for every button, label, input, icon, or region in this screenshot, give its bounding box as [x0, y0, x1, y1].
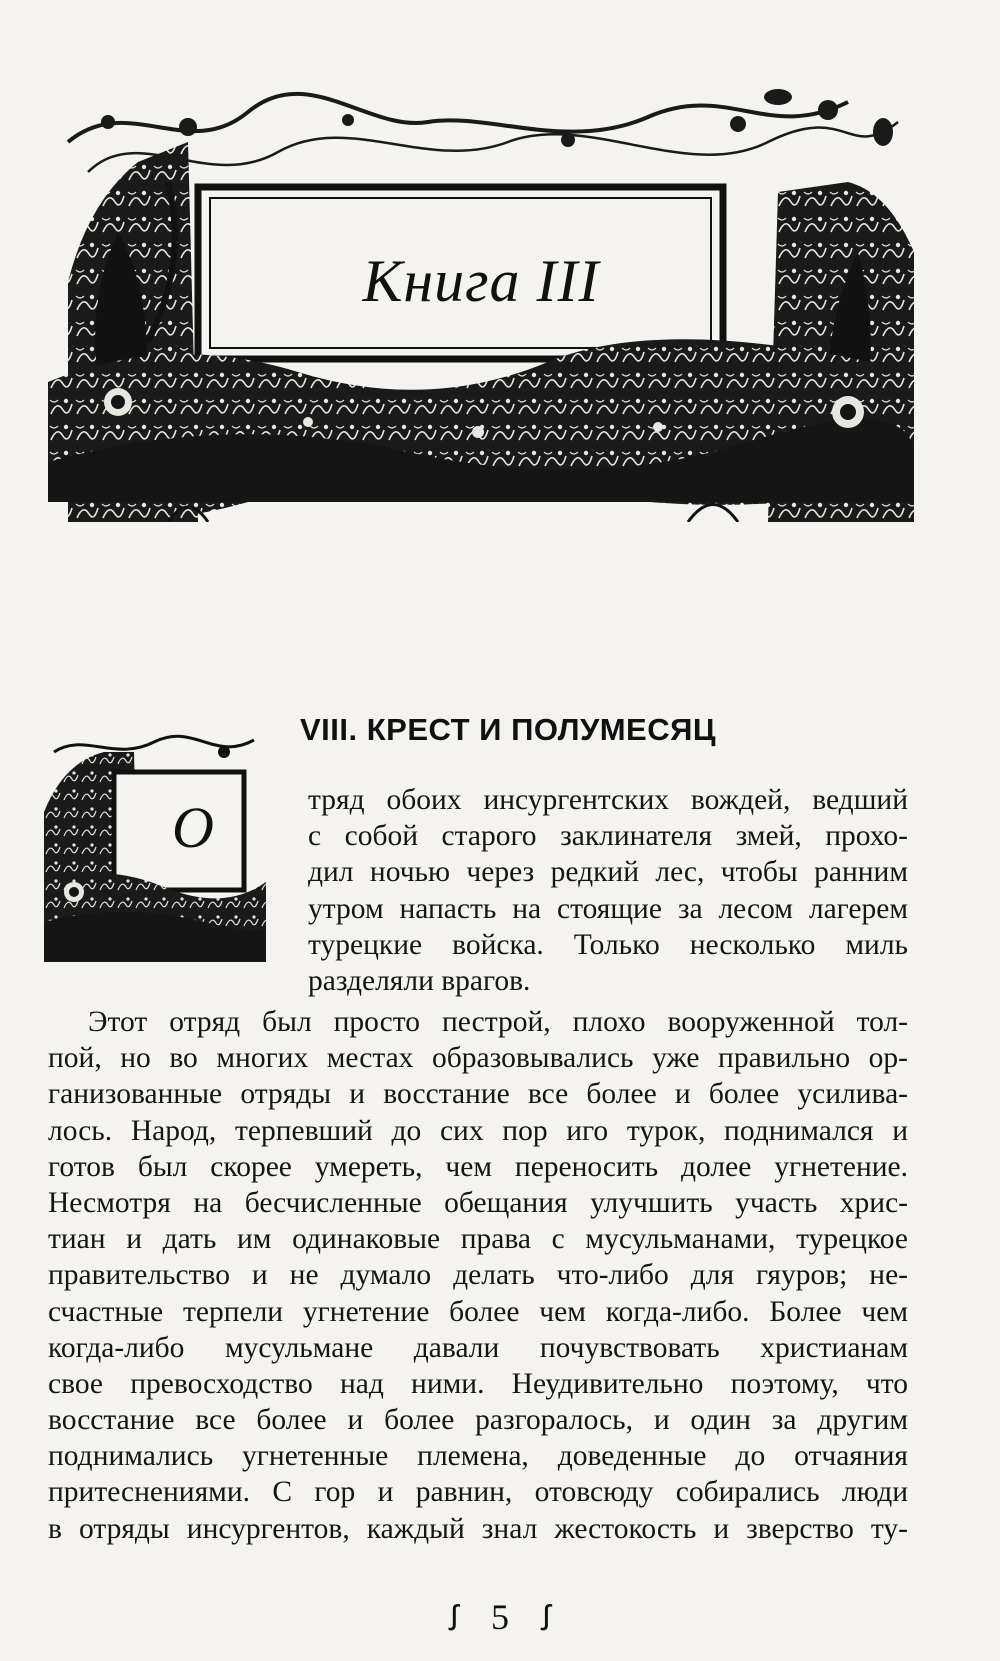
- text-line: восстание все более и более разгоралось, и один за другим: [48, 1404, 908, 1437]
- text-line: свое превосходство над ними. Неудивительно поэтому, что: [48, 1367, 908, 1400]
- text-line: счастные терпели угнетение более чем когда-либо. Более чем: [48, 1295, 908, 1328]
- text-line: ганизованные отряды и восстание все более и более усилива-: [48, 1078, 908, 1111]
- drop-cap-letter: О: [172, 795, 214, 860]
- text-line: разделяли врагов.: [308, 964, 531, 997]
- body-paragraph: [48, 1004, 908, 1547]
- left-ornament-icon: ꭍ: [447, 1600, 460, 1638]
- chapter-lead-paragraph: [308, 782, 908, 999]
- right-ornament-icon: ꭍ: [540, 1600, 553, 1638]
- text-line: турецкие войска. Только несколько миль: [308, 928, 908, 961]
- text-line: тиан и дать им одинаковые права с мусульманами, турецкое: [48, 1223, 908, 1256]
- page-footer: [0, 1592, 1000, 1640]
- drop-cap-ornament: [44, 732, 266, 962]
- text-line: правительство и не думало делать что-либо для гяуров; не-: [48, 1259, 908, 1292]
- text-line: Несмотря на бесчисленные обещания улучшить участь хрис-: [48, 1186, 908, 1219]
- drop-cap-illustration: [44, 732, 266, 962]
- book-title: Книга III: [362, 248, 600, 314]
- text-line: дил ночью через редкий лес, чтобы ранним: [308, 856, 908, 889]
- text-line: готов был скорее умереть, чем переносить долее угнетение.: [48, 1150, 908, 1183]
- text-line: пой, но во многих местах образовывались уже правильно ор-: [48, 1042, 908, 1075]
- text-line: поднимались угнетенные племена, доведенные до отчаяния: [48, 1440, 908, 1473]
- text-line: утром напасть на стоящие за лесом лагерем: [308, 892, 908, 925]
- text-line: лось. Народ, терпевший до сих пор иго турок, поднимался и: [48, 1114, 908, 1147]
- text-line: притеснениями. С гор и равнин, отовсюду собирались люди: [48, 1476, 908, 1509]
- chapter-title: VIII. КРЕСТ И ПОЛУМЕСЯЦ: [300, 712, 717, 747]
- text-line: Этот отряд был просто пестрой, плохо вооруженной тол-: [88, 1006, 908, 1038]
- book-header-ornament: [48, 82, 914, 522]
- text-line: тряд обоих инсургентских вождей, ведший: [308, 784, 908, 816]
- text-line: с собой старого заклинателя змей, прохо-: [308, 820, 908, 853]
- page-number: 5: [491, 1596, 509, 1637]
- text-line: когда-либо мусульмане давали почувствовать христианам: [48, 1331, 908, 1364]
- text-line: в отряды инсургентов, каждый знал жестокость и зверство ту-: [48, 1512, 908, 1545]
